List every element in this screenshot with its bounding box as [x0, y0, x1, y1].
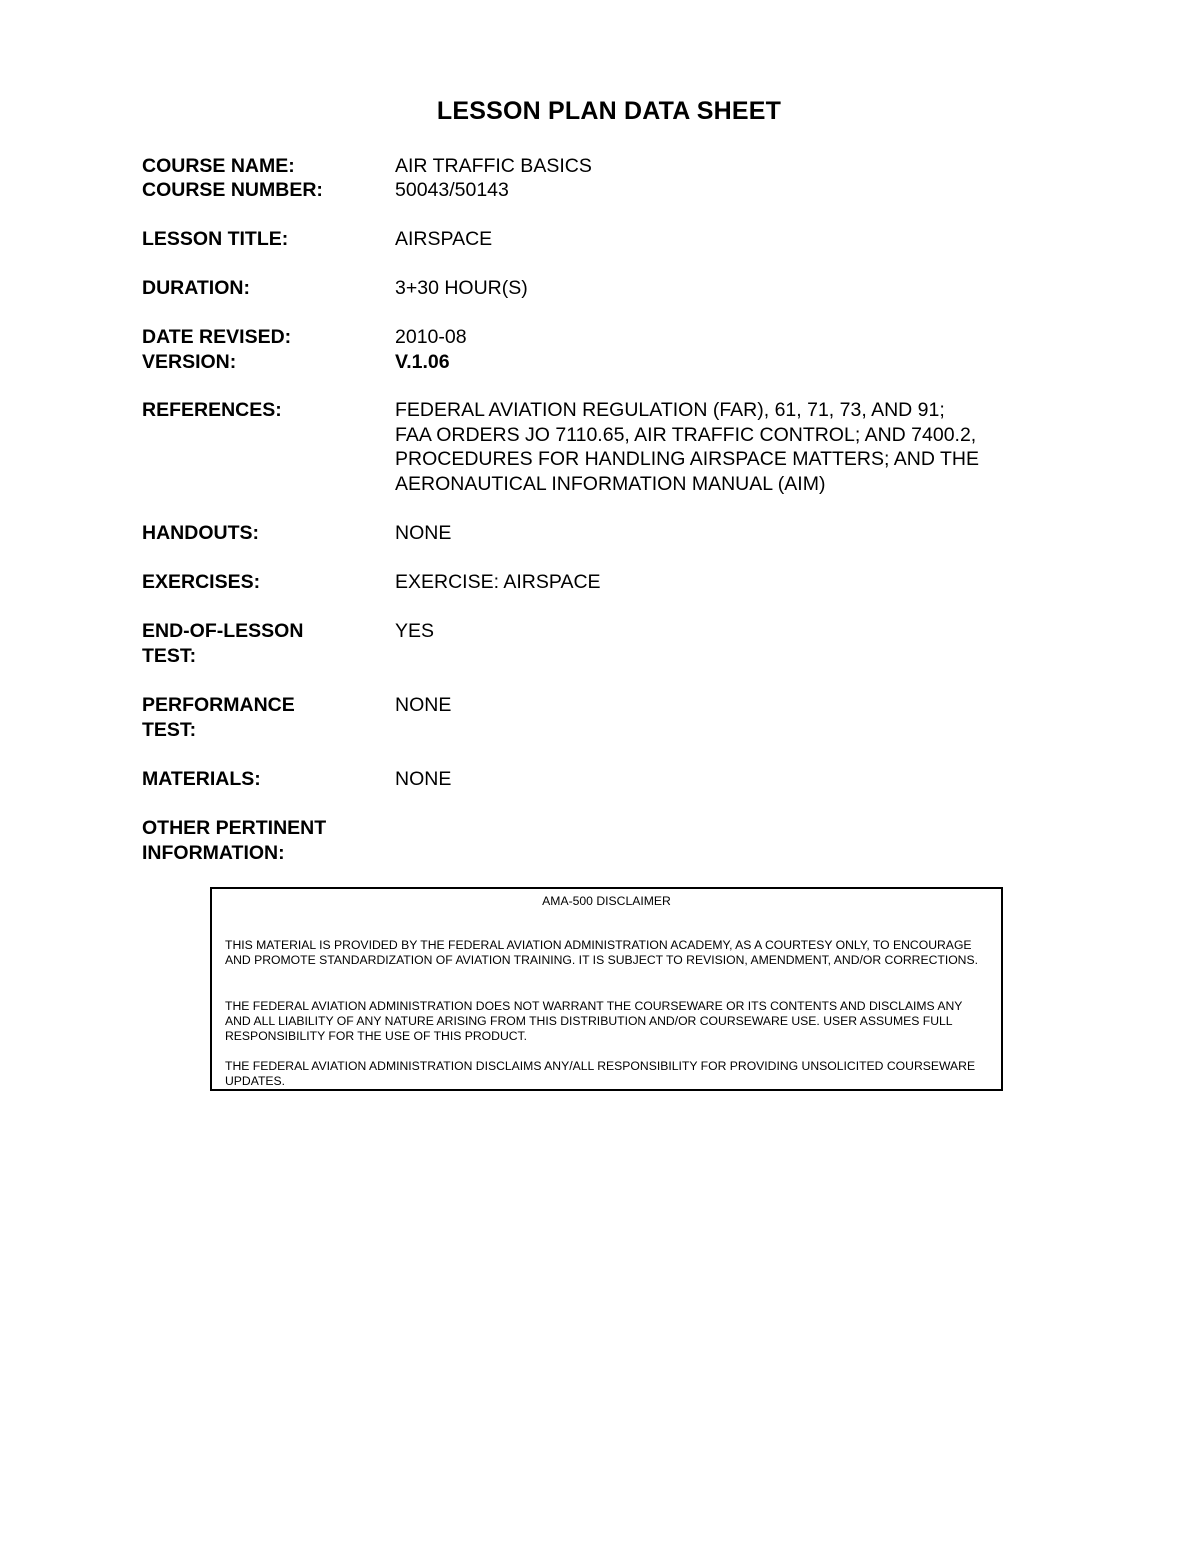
field-value: 3+30 HOUR(S) — [395, 277, 528, 299]
disclaimer-paragraph: THIS MATERIAL IS PROVIDED BY THE FEDERAL AVIATION ADMINISTRATION ACADEMY, AS A COURTESY ONLY, TO ENCOURAGE AND PROMOTE STANDARDIZATION OF AVIATION TRAINING. IT IS SUBJECT TO REVISION, AMENDMENT, AND/OR CORRECTIONS. — [225, 938, 978, 967]
field-label: PERFORMANCE TEST: — [142, 694, 295, 741]
field-label: DATE REVISED: — [142, 326, 292, 348]
field-label: REFERENCES: — [142, 399, 282, 421]
field-value: 2010-08 — [395, 326, 467, 348]
field-value: NONE — [395, 522, 452, 544]
field-label: HANDOUTS: — [142, 522, 259, 544]
field-label: COURSE NAME: — [142, 155, 295, 177]
field-label: EXERCISES: — [142, 571, 261, 593]
field-label: END-OF-LESSON TEST: — [142, 620, 304, 667]
field-value: NONE — [395, 694, 452, 716]
field-value: FEDERAL AVIATION REGULATION (FAR), 61, 71, 73, AND 91; FAA ORDERS JO 7110.65, AIR TRAFFIC CONTROL; AND 7400.2, PROCEDURES FOR HANDLING AIRSPACE MATTERS; AND THE AERONAUTICAL INFORMATION MANUAL (AIM) — [395, 399, 980, 495]
field-value: EXERCISE: AIRSPACE — [395, 571, 601, 593]
field-value: AIRSPACE — [395, 228, 493, 250]
disclaimer-heading: AMA-500 DISCLAIMER — [542, 894, 671, 908]
field-value: NONE — [395, 768, 452, 790]
disclaimer-paragraph: THE FEDERAL AVIATION ADMINISTRATION DISCLAIMS ANY/ALL RESPONSIBILITY FOR PROVIDING UNSOLICITED COURSEWARE UPDATES. — [225, 1059, 976, 1088]
field-label: VERSION: — [142, 351, 237, 373]
field-label: MATERIALS: — [142, 768, 261, 790]
page-title: LESSON PLAN DATA SHEET — [436, 97, 782, 125]
disclaimer-paragraph: THE FEDERAL AVIATION ADMINISTRATION DOES NOT WARRANT THE COURSEWARE OR ITS CONTENTS AND DISCLAIMS ANY AND ALL LIABILITY OF ANY NATURE ARISING FROM THIS DISTRIBUTION AND/OR COURSEWARE USE. USER ASSUMES FULL RESPONSIBILITY FOR THE USE OF THIS PRODUCT. — [225, 999, 963, 1043]
field-value: YES — [395, 620, 435, 642]
field-label: LESSON TITLE: — [142, 228, 289, 250]
field-label: DURATION: — [142, 277, 250, 299]
field-value: 50043/50143 — [395, 179, 509, 201]
field-value: V.1.06 — [395, 351, 450, 373]
field-label: OTHER PERTINENT INFORMATION: — [142, 817, 327, 864]
field-label: COURSE NUMBER: — [142, 179, 323, 201]
field-value: AIR TRAFFIC BASICS — [395, 155, 592, 177]
disclaimer-box — [210, 887, 1003, 1091]
